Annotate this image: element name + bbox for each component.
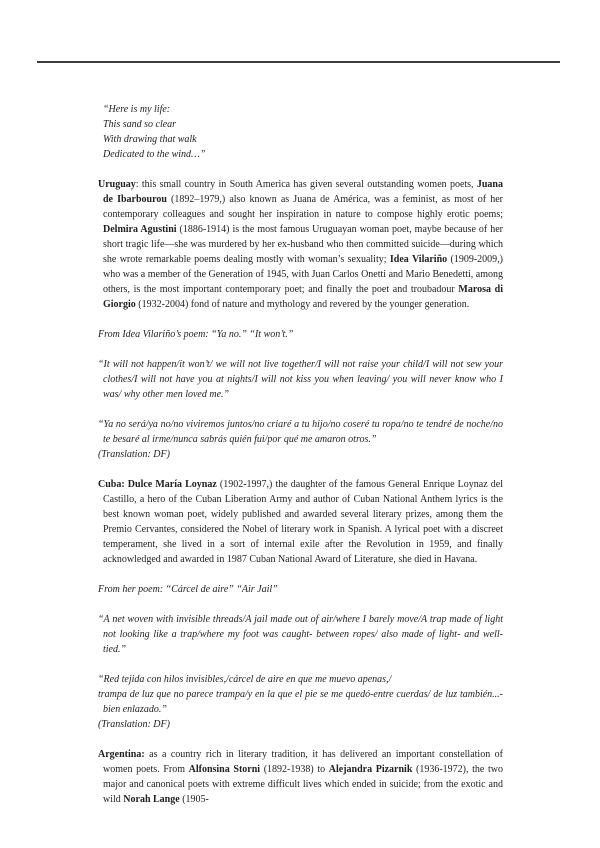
bold-name-run: Juana de Ibarbourou (103, 179, 503, 205)
vilarino-poem-caption (98, 327, 503, 342)
text-run: “Here is my life: (103, 104, 171, 115)
text-run: “A net woven with invisible threads/A jail made out of air/where I barely move/A trap made of light not looking like a trap/where my foot was caught- between ropes/ also made of light- and well-tied.” (98, 614, 503, 655)
text-run: trampa de luz que no parece trampa/y en la que el pie se me quedó-entre cuerdas/ de luz también...-bien enlazado.” (98, 689, 503, 715)
loynaz-poem-spanish-line (98, 717, 503, 732)
loynaz-poem-caption-line (98, 582, 503, 597)
text-run: “Red tejida con hilos invisibles,/cárcel de aire en que me muevo apenas,/ (98, 674, 392, 685)
argentina-paragraph (98, 747, 503, 807)
bold-name-run: Uruguay (98, 179, 136, 190)
text-run: Dedicated to the wind…” (103, 149, 206, 160)
vilarino-poem-spanish-line (98, 417, 503, 447)
bold-name-run: Idea Vilariño (389, 254, 448, 265)
opening-poem-quote (98, 102, 503, 162)
text-run: (1909-2009,) who was a member of the Generation of 1945, with Juan Carlos Onetti and Mario Benedetti, among others, is the most important contemporary poet; and finally the poet and troubadour (103, 254, 503, 295)
text-run: (1892–1979,) also known as Juana de América, was a feminist, as most of her contemporary colleagues and sought her inspiration in nature to compose highly erotic poems; (103, 194, 503, 220)
loynaz-poem-english-line (98, 612, 503, 657)
uruguay-paragraph (98, 177, 503, 312)
opening-poem-quote-line (98, 147, 503, 162)
cuba-paragraph-line (98, 477, 503, 567)
document-body (98, 102, 503, 807)
opening-poem-quote-line (98, 102, 503, 117)
loynaz-poem-spanish-line (98, 672, 503, 687)
vilarino-poem-spanish (98, 417, 503, 462)
loynaz-poem-english (98, 612, 503, 657)
text-run: This sand so clear (103, 119, 177, 130)
bold-name-run: Norah Lange (123, 794, 180, 805)
bold-name-run: Alejandra Pizarnik (328, 764, 413, 775)
text-run: “It will not happen/it won’t/ we will not live together/I will not raise your child/I will not sew your clothes/I will not have you at nights/I will not kiss you when leaving/ you will never know who I was/ why other men loved me.” (98, 359, 503, 400)
vilarino-poem-caption-line (98, 327, 503, 342)
text-run: “Ya no será/ya no/no viviremos juntos/no criaré a tu hijo/no coseré tu ropa/no te tendré de noche/no te besaré al irme/nunca sabrás quién fui/por qué me amaron otros.” (98, 419, 503, 445)
loynaz-poem-caption (98, 582, 503, 597)
text-run: (1936-1972), the two major and canonical poets with extreme difficult lives which ended in suicide; from the exotic and wild (103, 764, 504, 805)
top-rule (37, 61, 560, 63)
bold-name-run: Argentina: (98, 749, 145, 760)
text-run: (Translation: DF) (98, 719, 170, 730)
text-run: (1892-1938) to (260, 764, 329, 775)
vilarino-poem-english-line (98, 357, 503, 402)
vilarino-poem-spanish-line (98, 447, 503, 462)
text-run: : this small country in South America has given several outstanding women poets, (135, 179, 477, 190)
bold-name-run: Delmira Agustini (103, 224, 177, 235)
text-run: as a country rich in literary tradition, it has delivered an important constellation of women poets. From (103, 749, 503, 775)
vilarino-poem-english (98, 357, 503, 402)
text-run: (1886-1914) is the most famous Uruguayan woman poet, maybe because of her short tragic life—she was murdered by her ex-husband who then committed suicide—during which she wrote remarkable poems dealing mostly with woman’s sexuality; (103, 224, 504, 265)
loynaz-poem-spanish (98, 672, 503, 732)
text-run: (1905- (179, 794, 209, 805)
cuba-paragraph (98, 477, 503, 567)
opening-poem-quote-line (98, 132, 503, 147)
loynaz-poem-spanish-line (98, 687, 503, 717)
text-run: (Translation: DF) (98, 449, 170, 460)
bold-name-run: Cuba: Dulce María Loynaz (98, 479, 217, 490)
text-run: From her poem: “Cárcel de aire” “Air Jail” (98, 584, 278, 595)
bold-name-run: Marosa di Giorgio (103, 284, 503, 310)
text-run: (1932-2004) fond of nature and mythology and revered by the younger generation. (135, 299, 470, 310)
opening-poem-quote-line (98, 117, 503, 132)
text-run: From Idea Vilariño’s poem: “Ya no.” “It won’t.” (98, 329, 294, 340)
argentina-paragraph-line (98, 747, 503, 807)
text-run: With drawing that walk (103, 134, 197, 145)
uruguay-paragraph-line (98, 177, 503, 312)
text-run: (1902-1997,) the daughter of the famous General Enrique Loynaz del Castillo, a hero of the Cuban Liberation Army and author of Cuban National Anthem lyrics is the best known woman poet, widely published and awarded several literary prizes, among them the Premio Cervantes, considered the Nobel of literary work in Spanish. A lyrical poet with a discreet temperament, she lived in a sort of internal exile after the Revolution in 1959, and finally acknowledged and awarded in 1987 Cuban National Award of Literature, she died in Havana. (103, 479, 503, 565)
bold-name-run: Alfonsina Storni (188, 764, 261, 775)
